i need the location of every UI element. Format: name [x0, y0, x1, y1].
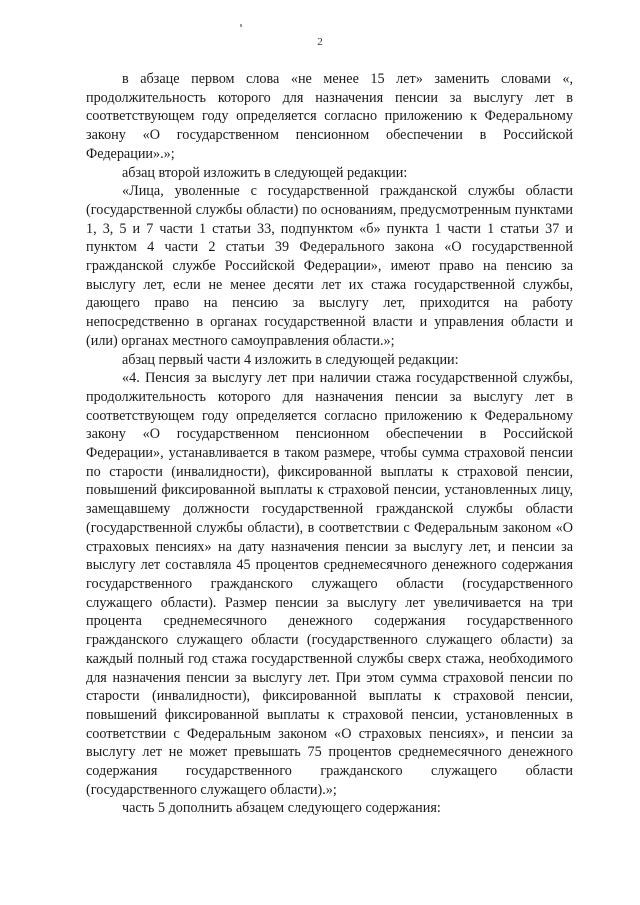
paragraph-persons-dismissed: «Лица, уволенные с государственной гражданской службы области (государственной службы области) по основаниям, предусмотренным пунктами 1, 3, 5 и 7 части 1 статьи 33, подпунктом «б» пункта 1 части 1 статьи 37 и пунктом 4 части 2 статьи 39 Федерального закона «О государственной гражданской службе Российской Федерации», имеют право на пенсию за выслугу лет, если не менее десяти лет их стажа государственной службы, дающего право на пенсию за выслугу лет, приходится на работу непосредственно в органах государственной власти и управления области и (или) органах местного самоуправления области.»;	[86, 183, 573, 349]
paragraph-instruction-second: абзац второй изложить в следующей редакции:	[122, 164, 408, 181]
paragraph-instruction-part4: абзац первый части 4 изложить в следующей редакции:	[122, 351, 459, 368]
paragraph-instruction-part5: часть 5 дополнить абзацем следующего содержания:	[122, 800, 441, 817]
scan-mark	[240, 24, 242, 27]
page-number: 2	[317, 36, 323, 48]
paragraph-amend-first: в абзаце первом слова «не менее 15 лет» заменить словами «, продолжительность которого для назначения пенсии за выслугу лет в соответствующем году определяется согласно приложению к Федеральному закону «О государственном пенсионном обеспечении в Российской Федерации».»;	[86, 71, 573, 162]
paragraph-pension-size: «4. Пенсия за выслугу лет при наличии стажа государственной службы, продолжительность которого для назначения пенсии за выслугу лет в соответствующем году определяется согласно приложению к Федеральному закону «О государственном пенсионном обеспечении в Российской Федерации», устанавливается в таком размере, чтобы сумма страховой пенсии по старости (инвалидности), фиксированной выплаты к страховой пенсии, повышений фиксированной выплаты к страховой пенсии, установленных лицу, замещавшему должности государственной гражданской службы области (государственной службы области), в соответствии с Федеральным законом «О страховых пенсиях» на дату назначения пенсии за выслугу лет, и пенсии за выслугу лет составляла 45 процентов среднемесячного денежного содержания государственного гражданского служащего области (государственного служащего области). Размер пенсии за выслугу лет увеличивается на три процента среднемесячного денежного содержания государственного гражданского служащего области (государственного служащего области) за каждый полный год стажа государственной службы сверх стажа, необходимого для назначения пенсии за выслугу лет. При этом сумма страховой пенсии по старости (инвалидности), фиксированной выплаты к страховой пенсии, повышений фиксированной выплаты к страховой пенсии, установленных в соответствии с Федеральным законом «О страховых пенсиях», и пенсии за выслугу лет не может превышать 75 процентов среднемесячного денежного содержания государственного гражданского служащего области (государственного служащего области).»;	[86, 370, 573, 798]
document-body	[86, 70, 573, 818]
